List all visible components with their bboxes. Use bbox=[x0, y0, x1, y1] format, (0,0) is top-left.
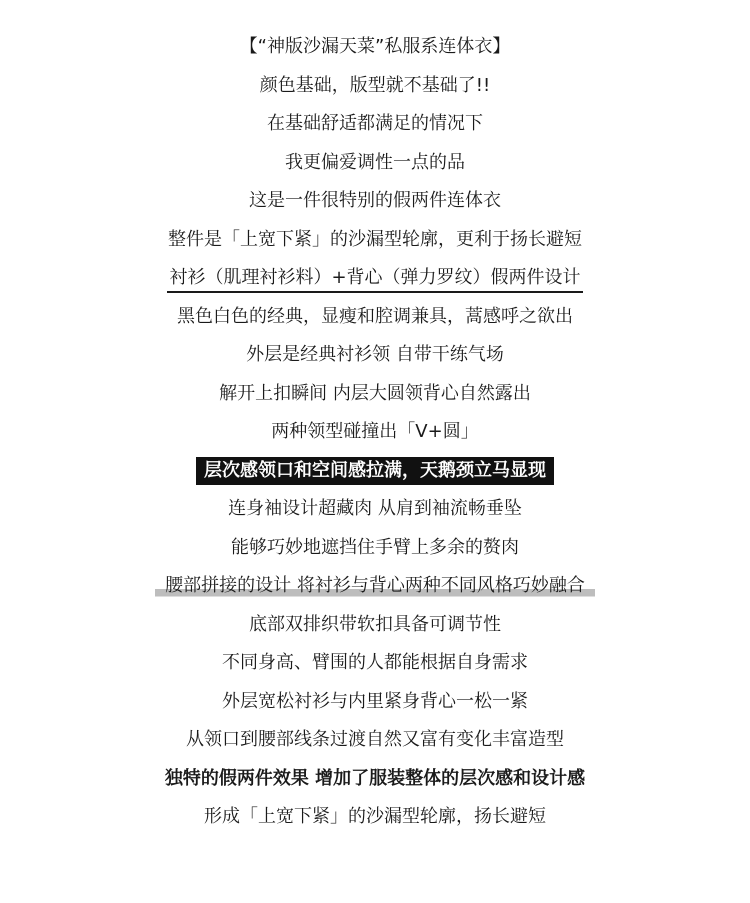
text-line-content: 连身袖设计超藏肉 从肩到袖流畅垂坠 bbox=[228, 498, 522, 519]
text-line bbox=[0, 67, 750, 105]
text-line-content: 外层宽松衬衫与内里紧身背心一松一紧 bbox=[222, 691, 528, 712]
text-line bbox=[0, 182, 750, 220]
text-line-content: 解开上扣瞬间 内层大圆领背心自然露出 bbox=[219, 383, 531, 404]
text-line-content: 形成「上宽下紧」的沙漏型轮廓，扬长避短 bbox=[204, 806, 546, 827]
text-line-content: 颜色基础，版型就不基础了!! bbox=[259, 75, 491, 96]
text-line-content: 外层是经典衬衫领 自带干练气场 bbox=[246, 344, 504, 365]
text-line bbox=[0, 529, 750, 567]
text-line-content: 这是一件很特别的假两件连体衣 bbox=[249, 190, 501, 211]
text-line bbox=[0, 721, 750, 759]
text-line bbox=[0, 683, 750, 721]
text-line bbox=[0, 413, 750, 451]
text-line-content: 能够巧妙地遮挡住手臂上多余的赘肉 bbox=[231, 537, 519, 558]
text-line bbox=[0, 375, 750, 413]
text-line-content: 不同身高、臂围的人都能根据自身需求 bbox=[222, 652, 528, 673]
text-line bbox=[0, 490, 750, 528]
bold-line bbox=[0, 760, 750, 798]
text-line-content: 两种领型碰撞出「V+圆」 bbox=[271, 421, 479, 442]
text-line bbox=[0, 221, 750, 259]
text-line: 【“神版沙漏天菜”私服系连体衣】 bbox=[239, 36, 511, 57]
text-line bbox=[0, 336, 750, 374]
text-line bbox=[0, 105, 750, 143]
bold-text: 独特的假两件效果 增加了服装整体的层次感和设计感 bbox=[164, 768, 586, 789]
highlighted-line bbox=[0, 452, 750, 490]
text-line bbox=[0, 606, 750, 644]
underlined-text: 衬衫（肌理衬衫料）+背心（弹力罗纹）假两件设计 bbox=[167, 265, 582, 293]
text-line-content: 我更偏爱调性一点的品 bbox=[285, 152, 465, 173]
text-line-content: 整件是「上宽下紧」的沙漏型轮廓，更利于扬长避短 bbox=[168, 229, 582, 250]
underlined-line bbox=[0, 259, 750, 297]
grey-banded-line bbox=[0, 567, 750, 605]
title-line bbox=[0, 28, 750, 66]
text-line bbox=[0, 144, 750, 182]
text-line-content: 从领口到腰部线条过渡自然又富有变化丰富造型 bbox=[186, 729, 564, 750]
highlighted-text: 层次感领口和空间感拉满，天鹅颈立马显现 bbox=[196, 457, 554, 485]
text-line-content: 底部双排织带软扣具备可调节性 bbox=[249, 614, 501, 635]
text-line bbox=[0, 298, 750, 336]
text-line-content: 黑色白色的经典，显瘦和腔调兼具，蒿感呼之欲出 bbox=[177, 306, 573, 327]
text-line-content: 在基础舒适都满足的情况下 bbox=[267, 113, 483, 134]
text-line bbox=[0, 798, 750, 836]
grey-banded-text: 腰部拼接的设计 将衬衫与背心两种不同风格巧妙融合 bbox=[155, 567, 595, 605]
text-line bbox=[0, 644, 750, 682]
